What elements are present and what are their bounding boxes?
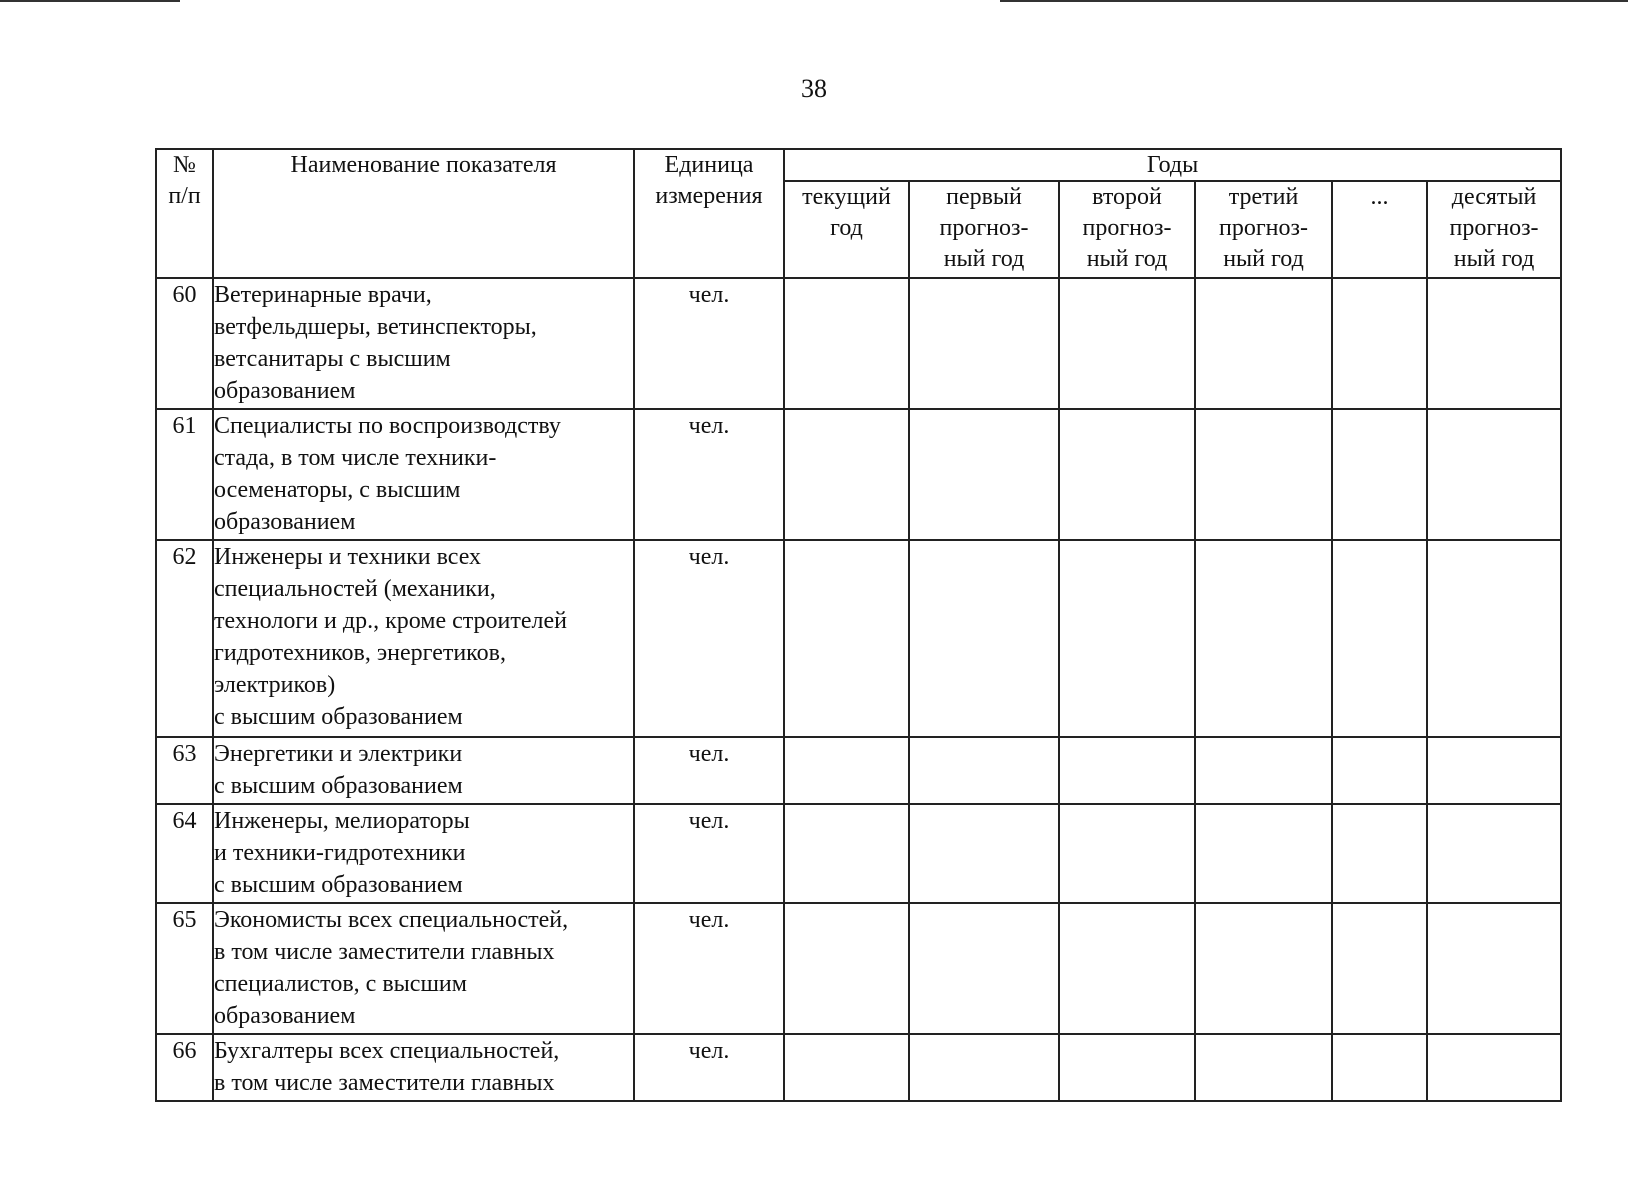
unit-cell: чел. <box>634 278 784 409</box>
header-year-second <box>1059 181 1195 278</box>
year-cell-current <box>784 540 909 737</box>
indicator-name-line: с высшим образованием <box>214 773 463 799</box>
header-num <box>156 149 213 278</box>
unit-cell: чел. <box>634 1034 784 1101</box>
indicator-name-line: Инженеры, мелиораторы <box>214 808 470 834</box>
indicator-name-line: ветфельдшеры, ветинспекторы, <box>214 314 537 340</box>
header-year-line: прогноз- <box>1082 215 1172 241</box>
indicator-name-line: гидротехников, энергетиков, <box>214 640 506 666</box>
indicator-name-line: Ветеринарные врачи, <box>214 282 432 308</box>
header-year-line: прогноз- <box>939 215 1029 241</box>
indicator-name-line: осеменаторы, с высшим <box>214 477 461 503</box>
header-year-ellipsis <box>1332 181 1427 278</box>
indicator-name-line: стада, в том числе техники- <box>214 445 497 471</box>
row-number: 63 <box>156 737 213 804</box>
year-cell-second <box>1059 804 1195 903</box>
header-year-line: ный год <box>943 246 1025 272</box>
unit-cell: чел. <box>634 540 784 737</box>
year-cell-second <box>1059 737 1195 804</box>
indicator-name <box>213 903 634 1034</box>
year-cell-first <box>909 737 1059 804</box>
page-number: 38 <box>801 74 827 103</box>
table-row <box>156 278 1561 409</box>
year-cell-first <box>909 804 1059 903</box>
indicator-name-line: электриков) <box>214 672 336 698</box>
indicator-name-line: Энергетики и электрики <box>214 741 463 767</box>
header-years-group: Годы <box>784 149 1561 181</box>
indicator-name-line: образованием <box>214 378 356 404</box>
year-cell-second <box>1059 278 1195 409</box>
header-year-current <box>784 181 909 278</box>
unit-cell: чел. <box>634 409 784 540</box>
table-row <box>156 1034 1561 1101</box>
year-cell-first <box>909 903 1059 1034</box>
indicator-name <box>213 804 634 903</box>
unit-cell: чел. <box>634 903 784 1034</box>
year-cell-second <box>1059 540 1195 737</box>
indicator-name-line: образованием <box>214 1003 356 1029</box>
indicator-name-line: технологи и др., кроме строителей <box>214 608 568 634</box>
year-cell-current <box>784 737 909 804</box>
year-cell-first <box>909 278 1059 409</box>
indicator-name-line: ветсанитары с высшим <box>214 346 451 372</box>
row-number: 66 <box>156 1034 213 1101</box>
year-cell-tenth <box>1427 737 1561 804</box>
table-row <box>156 540 1561 737</box>
indicators-table <box>155 148 1562 1102</box>
header-num-line: № <box>173 152 196 178</box>
year-cell-ellipsis <box>1332 278 1427 409</box>
year-cell-second <box>1059 1034 1195 1101</box>
row-number: 61 <box>156 409 213 540</box>
header-year-line: прогноз- <box>1218 215 1308 241</box>
header-year-line: прогноз- <box>1449 215 1539 241</box>
year-cell-third <box>1195 278 1332 409</box>
header-year-tenth <box>1427 181 1561 278</box>
top-rule-left <box>0 0 180 2</box>
row-number: 60 <box>156 278 213 409</box>
year-cell-ellipsis <box>1332 540 1427 737</box>
year-cell-third <box>1195 409 1332 540</box>
top-rule-right <box>1000 0 1628 2</box>
header-year-line: ный год <box>1086 246 1168 272</box>
year-cell-current <box>784 804 909 903</box>
header-year-line: второй <box>1092 184 1162 210</box>
header-year-line: ... <box>1370 184 1389 210</box>
header-year-line: ный год <box>1453 246 1535 272</box>
header-name-text: Наименование показателя <box>290 152 557 178</box>
table-row <box>156 903 1561 1034</box>
year-cell-third <box>1195 1034 1332 1101</box>
table-row <box>156 804 1561 903</box>
year-cell-tenth <box>1427 540 1561 737</box>
year-cell-current <box>784 278 909 409</box>
indicator-name-line: Инженеры и техники всех <box>214 544 482 570</box>
header-unit-line: Единица <box>664 152 754 178</box>
indicator-name-line: в том числе заместители главных <box>214 939 555 965</box>
year-cell-ellipsis <box>1332 409 1427 540</box>
header-unit <box>634 149 784 278</box>
table-row <box>156 409 1561 540</box>
header-unit-line: измерения <box>655 183 763 209</box>
indicator-name <box>213 1034 634 1101</box>
year-cell-third <box>1195 903 1332 1034</box>
year-cell-tenth <box>1427 278 1561 409</box>
header-year-line: первый <box>946 184 1022 210</box>
header-year-line: десятый <box>1451 184 1537 210</box>
year-cell-third <box>1195 737 1332 804</box>
year-cell-second <box>1059 409 1195 540</box>
header-year-line: третий <box>1228 184 1299 210</box>
indicator-name-line: специальностей (механики, <box>214 576 496 602</box>
indicator-name-line: с высшим образованием <box>214 872 463 898</box>
year-cell-first <box>909 540 1059 737</box>
indicator-name <box>213 540 634 737</box>
indicator-name-line: Специалисты по воспроизводству <box>214 413 561 439</box>
table-header <box>156 149 1561 278</box>
unit-cell: чел. <box>634 804 784 903</box>
year-cell-first <box>909 1034 1059 1101</box>
year-cell-second <box>1059 903 1195 1034</box>
year-cell-tenth <box>1427 903 1561 1034</box>
header-year-first <box>909 181 1059 278</box>
header-year-line: ный год <box>1223 246 1304 272</box>
year-cell-ellipsis <box>1332 804 1427 903</box>
year-cell-current <box>784 409 909 540</box>
header-year-line: текущий <box>802 184 891 210</box>
header-row-top <box>156 149 1561 181</box>
indicator-name-line: с высшим образованием <box>214 704 463 730</box>
year-cell-tenth <box>1427 409 1561 540</box>
row-number: 64 <box>156 804 213 903</box>
indicator-name-line: образованием <box>214 509 356 535</box>
year-cell-ellipsis <box>1332 903 1427 1034</box>
year-cell-third <box>1195 804 1332 903</box>
table-body <box>156 278 1561 1101</box>
year-cell-tenth <box>1427 804 1561 903</box>
header-num-line: п/п <box>168 183 201 209</box>
indicator-name <box>213 737 634 804</box>
indicator-name <box>213 278 634 409</box>
year-cell-third <box>1195 540 1332 737</box>
indicator-name <box>213 409 634 540</box>
unit-cell: чел. <box>634 737 784 804</box>
header-year-third <box>1195 181 1332 278</box>
indicator-name-line: и техники-гидротехники <box>214 840 466 866</box>
indicator-name-line: Экономисты всех специальностей, <box>214 907 569 933</box>
header-year-line: год <box>830 215 863 241</box>
year-cell-first <box>909 409 1059 540</box>
year-cell-ellipsis <box>1332 737 1427 804</box>
year-cell-ellipsis <box>1332 1034 1427 1101</box>
row-number: 65 <box>156 903 213 1034</box>
year-cell-current <box>784 903 909 1034</box>
indicator-name-line: Бухгалтеры всех специальностей, <box>214 1038 560 1064</box>
indicator-name-line: специалистов, с высшим <box>214 971 467 997</box>
indicator-name-line: в том числе заместители главных <box>214 1070 555 1096</box>
table-row <box>156 737 1561 804</box>
row-number: 62 <box>156 540 213 737</box>
year-cell-tenth <box>1427 1034 1561 1101</box>
year-cell-current <box>784 1034 909 1101</box>
header-name <box>213 149 634 278</box>
